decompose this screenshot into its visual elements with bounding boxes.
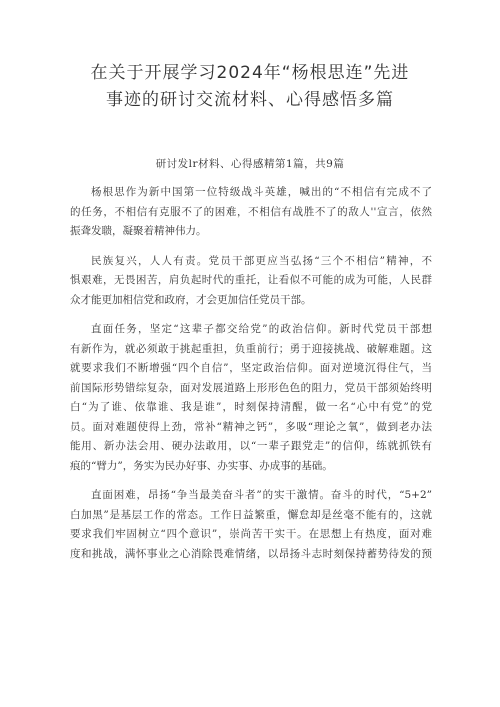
paragraph-4: [70, 486, 432, 564]
paragraph-3: [70, 320, 432, 476]
paragraph-line: 直面困难，昂扬“争当最美奋斗者”的实干激情。奋斗的时代，“5+2”: [91, 489, 432, 501]
paragraph-line: 前国际形势错综复杂，面对发展道路上形形色色的阻力，党员干部须始终明: [70, 381, 432, 394]
document-title: [40, 60, 460, 114]
paragraph-line: 要求我们牢固树立“四个意识”，崇尚苦干实干。在思想上有热度，面对难: [70, 528, 432, 540]
paragraph-line: 能用、新办法会用、硬办法敢用，以“一辈子跟党走”的信仰，练就抓铁有: [70, 440, 432, 452]
paragraph-line: 度和挑战，满怀事业之心消除畏难情绪，以昂扬斗志时刻保持蓄势待发的预: [70, 547, 432, 560]
paragraph-line: 员。面对难题使得上劲，常补“精神之钙”，多吸“理论之氧”，做到老办法: [70, 420, 432, 433]
paragraph-line: 杨根思作为新中国第一位特级战斗英雄，喊出的“不相信有完成不了: [91, 186, 432, 198]
document-subtitle: 研讨发lr材料、心得感精第1篇，共9篇: [155, 158, 345, 170]
paragraph-line: 惧艰难，无畏困苦，肩负起时代的重托，让看似不可能的成为可能，人民群: [70, 274, 432, 286]
paragraph-line: 白“为了谁、依靠谁、我是谁”，时刻保持清醒，做一名“心中有党”的党: [70, 401, 432, 413]
paragraph-line: 有新作为，就必须敢于挑起重担，负重前行；勇于迎接挑战、破解难题。这: [70, 342, 432, 355]
paragraph-2: [70, 252, 432, 311]
paragraph-line: 众才能更加相信党和政府，才会更加信任党员干部。: [70, 293, 312, 306]
paragraph-line: 白加黑”是基层工作的常态。工作日益繁重，懈怠却是丝毫不能有的，这就: [70, 508, 432, 521]
paragraph-line: 就要求我们不断增强“四个自信”，坚定政治信仰。面对逆境沉得住气，当: [70, 362, 432, 374]
paragraph-line: 痕的“臂力”，务实为民办好事、办实事、办成事的基础。: [70, 459, 333, 472]
document-body: [70, 183, 432, 574]
paragraph-line: 的任务，不相信有克服不了的困难，不相信有战胜不了的敌人''宣言，依然: [70, 205, 432, 218]
title-line-1: 在关于开展学习2024年“杨根思连”先进: [90, 63, 410, 83]
paragraph-line: 直面任务，坚定“这辈子都交给党”的政治信仰。新时代党员干部想: [91, 323, 432, 335]
paragraph-line: 民族复兴，人人有责。党员干部更应当弘扬“三个不相信”精神，不: [91, 254, 432, 267]
title-line-2: 事迹的研讨交流材料、心得感悟多篇: [106, 90, 394, 110]
paragraph-line: 振聋发聩，凝聚着精神伟力。: [70, 225, 207, 237]
paragraph-1: [70, 183, 432, 242]
